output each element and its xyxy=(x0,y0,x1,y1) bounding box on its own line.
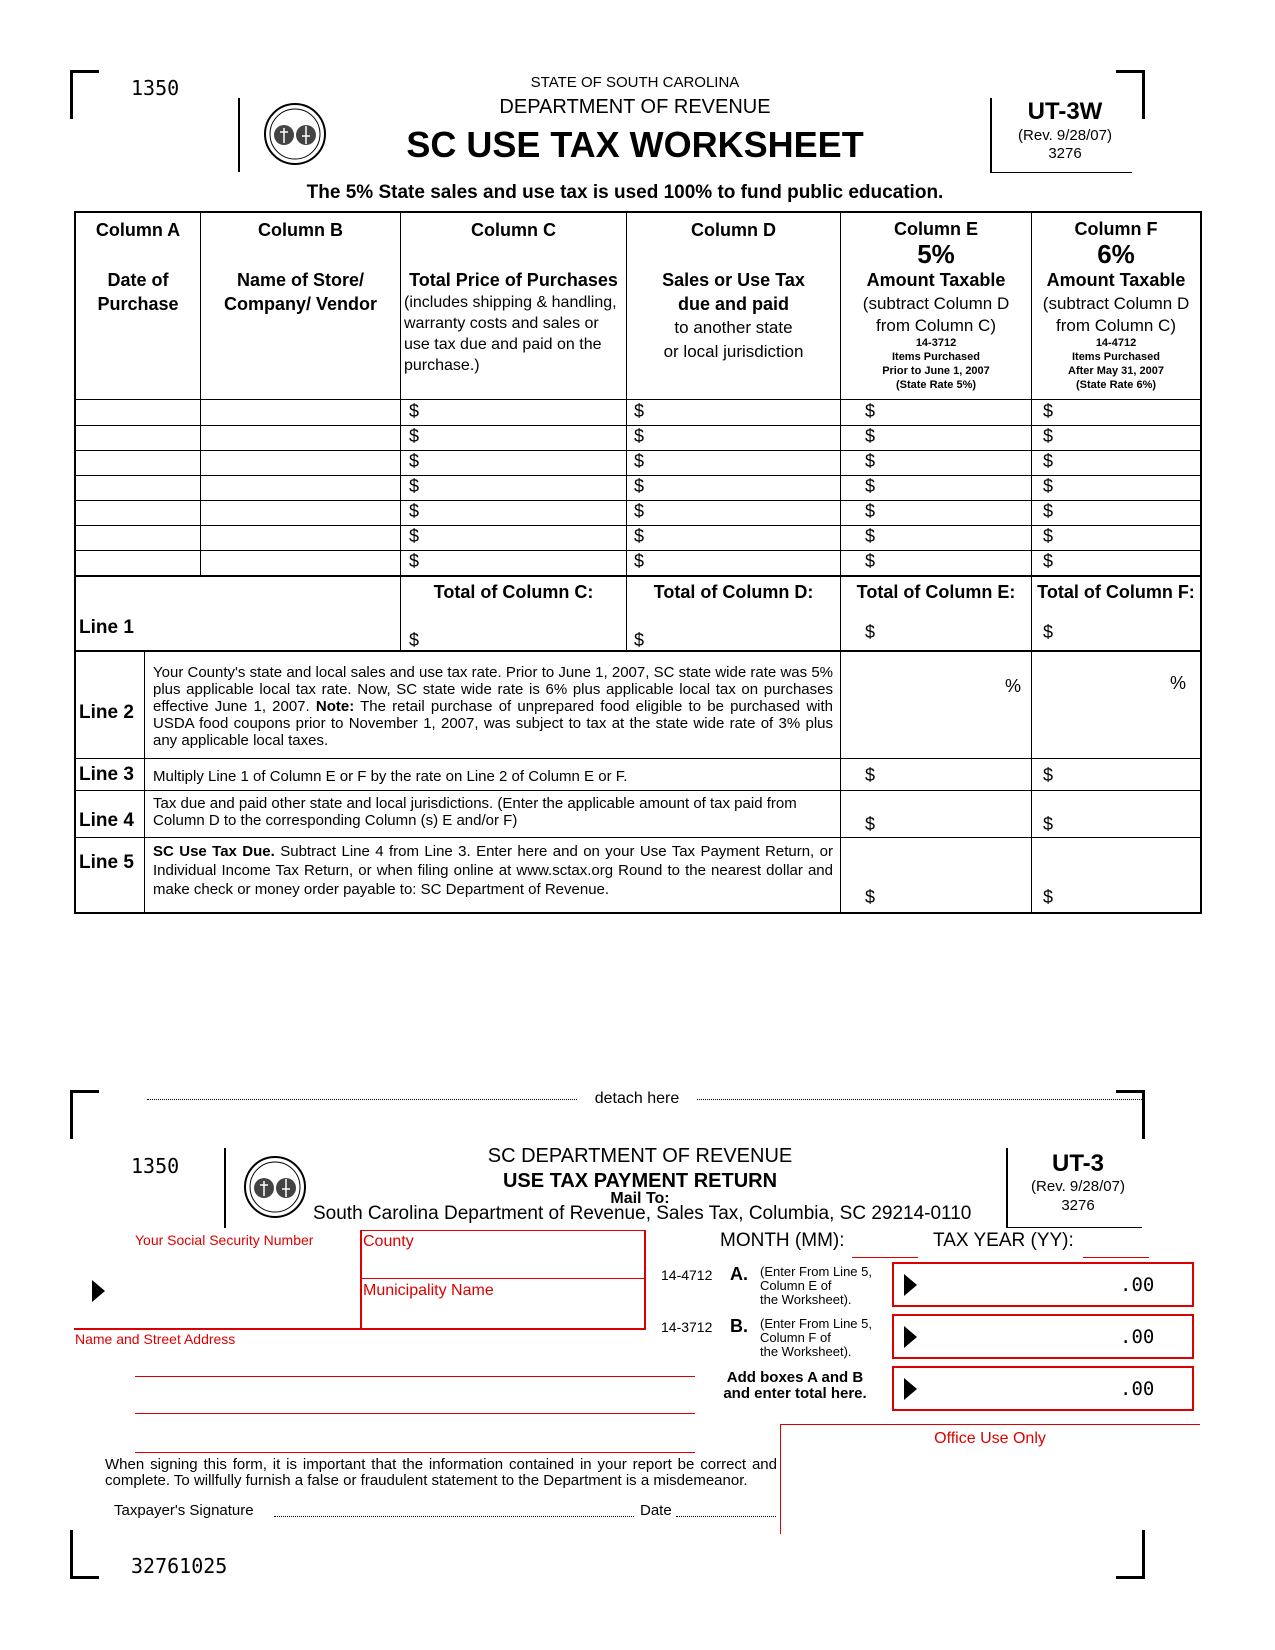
warning-text: When signing this form, it is important that the information contained in your report be correct and complete. To willfully furnish a false or fraudulent statement to the Department is a misdemeanor. xyxy=(105,1456,777,1489)
divider xyxy=(990,172,1132,173)
address-line-1[interactable] xyxy=(135,1376,695,1377)
total-column-e-label: Total of Column E: xyxy=(856,582,1016,602)
municipality-input[interactable] xyxy=(362,1302,644,1327)
subtitle: The 5% State sales and use tax is used 100% to fund public education. xyxy=(306,182,944,203)
line-2-text: Your County's state and local sales and use tax rate. Prior to June 1, 2007, SC state wide rate was 5% plus applicable local tax rate. Now, SC state wide rate is 6% plus applicable local tax on purchases effective June 1, 2007. Note: The retail purchase of unprepared food eligible to be purchased with USDA food coupons prior to November 1, 2007, was subject to tax at the state wide rate of 3% plus any applicable local taxes. xyxy=(153,664,833,749)
divider xyxy=(1006,1227,1142,1228)
total-column-f-label: Total of Column F: xyxy=(1037,582,1195,602)
return-revision-date: (Rev. 9/28/07) xyxy=(1031,1178,1125,1195)
total-column-c-label: Total of Column C: xyxy=(433,582,594,602)
date-of-purchase-cell[interactable] xyxy=(76,525,199,549)
month-label: MONTH (MM): xyxy=(720,1230,845,1251)
date-of-purchase-cell[interactable] xyxy=(76,550,199,574)
tax-year-label: TAX YEAR (YY): xyxy=(933,1230,1074,1251)
line-5-text: SC Use Tax Due. Subtract Line 4 from Line 3. Enter here and on your Use Tax Payment Return, or Individual Income Tax Return, or when filing online at www.sctax.org Round to the nearest dollar and make check or money order payable to: SC Department of Revenue. xyxy=(153,843,833,898)
divider xyxy=(1006,1148,1008,1228)
column-f-amount-cell[interactable]: $ xyxy=(1043,501,1054,521)
vendor-name-cell[interactable] xyxy=(201,400,399,424)
state-seal-icon xyxy=(243,1155,307,1219)
office-use-border xyxy=(780,1424,781,1534)
return-form-number: 3276 xyxy=(1061,1197,1095,1214)
vendor-name-cell[interactable] xyxy=(201,550,399,574)
line-1-label: Line 1 xyxy=(79,617,134,638)
column-d-amount-cell[interactable]: $ xyxy=(634,451,645,471)
column-d-header: Column D Sales or Use Tax due and paid to another state or local jurisdiction xyxy=(662,220,805,361)
date-of-purchase-cell[interactable] xyxy=(76,400,199,424)
box-a-instructions: (Enter From Line 5, Column E of the Worksheet). xyxy=(760,1264,872,1307)
box-b-instructions: (Enter From Line 5, Column F of the Worksheet). xyxy=(760,1316,872,1359)
column-d-amount-cell[interactable]: $ xyxy=(634,551,645,571)
line-5-e-field[interactable]: $ xyxy=(865,887,876,907)
form-number: 3276 xyxy=(1048,145,1082,162)
column-c-amount-cell[interactable]: $ xyxy=(409,501,420,521)
line-4-e-field[interactable]: $ xyxy=(865,814,876,834)
total-c-field[interactable]: $ xyxy=(409,630,420,650)
date-of-purchase-cell[interactable] xyxy=(76,425,199,449)
revision-date: (Rev. 9/28/07) xyxy=(1018,127,1112,144)
line-3-e-field[interactable]: $ xyxy=(865,765,876,785)
line-2-label: Line 2 xyxy=(79,702,134,723)
barcode-number: 32761025 xyxy=(131,1554,228,1578)
month-input[interactable] xyxy=(852,1257,918,1258)
column-c-header: Column C Total Price of Purchases (includes shipping & handling, warranty costs and sales or use tax due and paid on the purchase.) xyxy=(404,220,618,374)
address-line-3[interactable] xyxy=(135,1452,695,1453)
line-3-label: Line 3 xyxy=(79,764,134,785)
detach-line-left xyxy=(147,1099,577,1100)
box-a-letter: A. xyxy=(730,1264,748,1284)
line-3-f-field[interactable]: $ xyxy=(1043,765,1054,785)
corner-mark xyxy=(1116,1530,1145,1579)
corner-mark xyxy=(70,1530,99,1579)
column-e-amount-cell[interactable]: $ xyxy=(865,551,876,571)
column-b-header: Column B Name of Store/ Company/ Vendor xyxy=(223,220,378,314)
name-address-label: Name and Street Address xyxy=(75,1331,236,1347)
date-of-purchase-cell[interactable] xyxy=(76,475,199,499)
ssn-input[interactable] xyxy=(112,1262,352,1318)
column-f-amount-cell[interactable]: $ xyxy=(1043,451,1054,471)
column-e-amount-cell[interactable]: $ xyxy=(865,451,876,471)
column-d-amount-cell[interactable]: $ xyxy=(634,501,645,521)
column-c-amount-cell[interactable]: $ xyxy=(409,526,420,546)
state-seal-icon xyxy=(263,102,327,166)
corner-mark xyxy=(70,1090,99,1139)
vendor-name-cell[interactable] xyxy=(201,500,399,524)
column-f-header: Column F 6% Amount Taxable (subtract Column D from Column C) 14-4712 Items Purchased After May 31, 2007 (State Rate 6%) xyxy=(1042,219,1190,391)
return-title: USE TAX PAYMENT RETURN xyxy=(502,1170,778,1192)
vendor-name-cell[interactable] xyxy=(201,450,399,474)
divider xyxy=(238,98,240,172)
line-5-label: Line 5 xyxy=(79,852,134,873)
line-2-rate-e-field[interactable]: % xyxy=(1005,676,1022,696)
divider xyxy=(224,1148,226,1228)
column-c-amount-cell[interactable]: $ xyxy=(409,551,420,571)
line-4-label: Line 4 xyxy=(79,810,134,831)
line-3-text: Multiply Line 1 of Column E or F by the rate on Line 2 of Column E or F. xyxy=(153,768,628,785)
column-e-amount-cell[interactable]: $ xyxy=(865,401,876,421)
county-label: County xyxy=(363,1233,414,1250)
box-a-code: 14-4712 xyxy=(661,1267,713,1283)
total-box-arrow-icon xyxy=(904,1378,917,1400)
total-box-label: Add boxes A and B and enter total here. xyxy=(723,1369,867,1402)
box-a-arrow-icon xyxy=(904,1274,917,1296)
tax-year-input[interactable] xyxy=(1083,1257,1149,1258)
column-f-amount-cell[interactable]: $ xyxy=(1043,476,1054,496)
corner-mark xyxy=(70,70,99,119)
line-2-rate-f-field[interactable]: % xyxy=(1170,673,1187,693)
vendor-name-cell[interactable] xyxy=(201,525,399,549)
box-b-value: .00 xyxy=(1120,1326,1155,1348)
line-4-f-field[interactable]: $ xyxy=(1043,814,1054,834)
municipality-label: Municipality Name xyxy=(363,1282,494,1299)
line-5-f-field[interactable]: $ xyxy=(1043,887,1054,907)
column-a-header: Column A Date of Purchase xyxy=(95,220,181,314)
column-f-amount-cell[interactable]: $ xyxy=(1043,551,1054,571)
total-d-field[interactable]: $ xyxy=(634,630,645,650)
vendor-name-cell[interactable] xyxy=(201,475,399,499)
column-d-amount-cell[interactable]: $ xyxy=(634,401,645,421)
office-use-label: Office Use Only xyxy=(934,1430,1046,1447)
return-form-code: 1350 xyxy=(131,1154,180,1178)
date-input[interactable] xyxy=(676,1516,776,1517)
column-d-amount-cell[interactable]: $ xyxy=(634,476,645,496)
county-input[interactable] xyxy=(362,1252,644,1277)
box-b-arrow-icon xyxy=(904,1326,917,1348)
date-of-purchase-cell[interactable] xyxy=(76,450,199,474)
mailing-address: South Carolina Department of Revenue, Sales Tax, Columbia, SC 29214-0110 xyxy=(313,1203,972,1224)
column-c-amount-cell[interactable]: $ xyxy=(409,401,420,421)
column-f-amount-cell[interactable]: $ xyxy=(1043,401,1054,421)
form-code: 1350 xyxy=(131,76,180,100)
signature-input[interactable] xyxy=(274,1516,634,1517)
mail-to-label: Mail To: xyxy=(610,1190,670,1207)
detach-line-right xyxy=(697,1099,1142,1100)
date-of-purchase-cell[interactable] xyxy=(76,500,199,524)
column-f-amount-cell[interactable]: $ xyxy=(1043,526,1054,546)
ssn-label: Your Social Security Number xyxy=(135,1232,314,1248)
column-e-header: Column E 5% Amount Taxable (subtract Column D from Column C) 14-3712 Items Purchased Prior to June 1, 2007 (State Rate 5%) xyxy=(862,219,1010,391)
divider xyxy=(990,98,992,172)
column-c-amount-cell[interactable]: $ xyxy=(409,476,420,496)
state-name: STATE OF SOUTH CAROLINA xyxy=(530,74,740,91)
department-name: DEPARTMENT OF REVENUE xyxy=(499,96,771,118)
box-a-value: .00 xyxy=(1120,1274,1155,1296)
column-e-amount-cell[interactable]: $ xyxy=(865,501,876,521)
corner-mark xyxy=(1116,1090,1145,1139)
signature-label: Taxpayer's Signature xyxy=(114,1502,254,1519)
vendor-name-cell[interactable] xyxy=(201,425,399,449)
column-c-amount-cell[interactable]: $ xyxy=(409,451,420,471)
column-e-amount-cell[interactable]: $ xyxy=(865,476,876,496)
return-department: SC DEPARTMENT OF REVENUE xyxy=(487,1145,793,1167)
office-use-border xyxy=(780,1424,1200,1425)
box-b-code: 14-3712 xyxy=(661,1319,713,1335)
total-column-d-label: Total of Column D: xyxy=(653,582,814,602)
return-form-id: UT-3 xyxy=(1051,1150,1104,1177)
total-f-field[interactable]: $ xyxy=(1043,622,1054,642)
box-b-letter: B. xyxy=(730,1316,748,1336)
column-f-amount-cell[interactable]: $ xyxy=(1043,426,1054,446)
address-line-2[interactable] xyxy=(135,1413,695,1414)
column-e-amount-cell[interactable]: $ xyxy=(865,526,876,546)
total-e-field[interactable]: $ xyxy=(865,622,876,642)
date-label: Date xyxy=(640,1502,672,1519)
column-d-amount-cell[interactable]: $ xyxy=(634,526,645,546)
page-title: SC USE TAX WORKSHEET xyxy=(406,124,864,165)
column-d-amount-cell[interactable]: $ xyxy=(634,426,645,446)
line-4-text: Tax due and paid other state and local jurisdictions. (Enter the applicable amount of tax paid from Column D to the corresponding Column (s) E and/or F) xyxy=(153,795,797,829)
form-id: UT-3W xyxy=(1027,98,1103,125)
total-box-value: .00 xyxy=(1120,1378,1155,1400)
column-e-amount-cell[interactable]: $ xyxy=(865,426,876,446)
column-c-amount-cell[interactable]: $ xyxy=(409,426,420,446)
detach-label: detach here xyxy=(594,1090,680,1107)
ssn-arrow-icon xyxy=(92,1280,105,1302)
